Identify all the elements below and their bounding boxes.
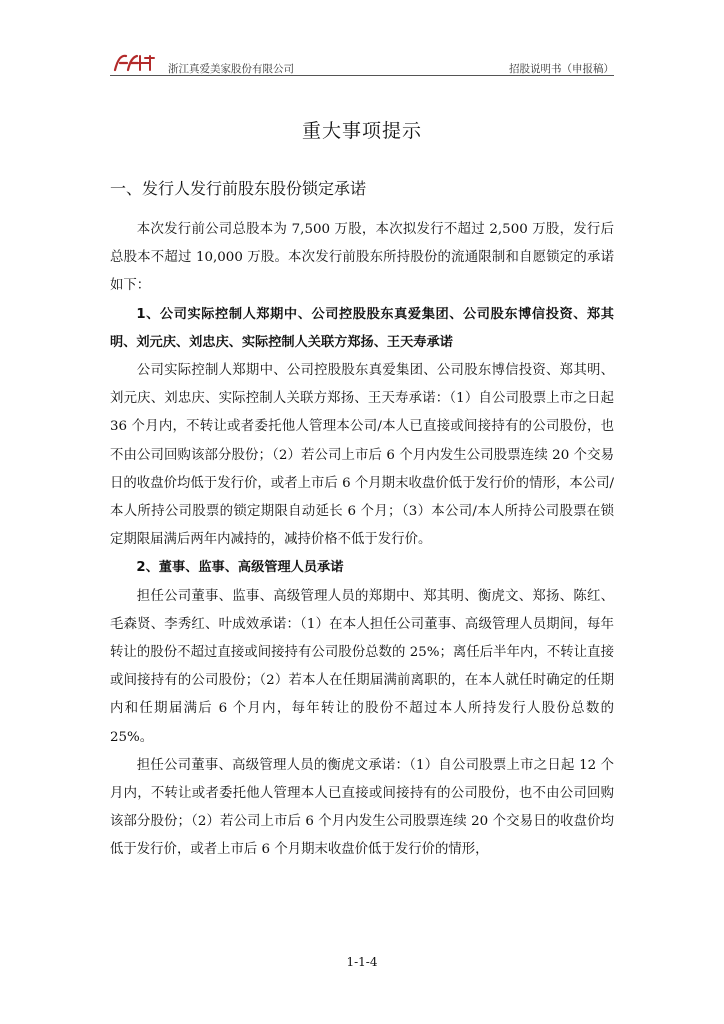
intro-paragraph: 本次发行前公司总股本为 7,500 万股，本次拟发行不超过 2,500 万股，发行后总股本不超过 10,000 万股。本次发行前股东所持股份的流通限制和自愿锁定的承诺如下： xyxy=(110,222,614,294)
directors-commitment-paragraph: 担任公司董事、监事、高级管理人员的郑期中、郑其明、衡虎文、郑扬、陈红、毛森贤、李秀红、叶成效承诺：（1）在本人担任公司董事、高级管理人员期间，每年转让的股份不超过直接或间接持有公司股份总数的 25%；离任后半年内，不转让直接或间接持有的公司股份；（2）若本人在任期届满前离职的，在本人就任时确定的任期内和任期届满后 6 个月内，每年转让的股份不超过本人所持发行人股份总数的 25%。 xyxy=(110,588,614,745)
header-rule xyxy=(110,75,614,76)
company-name: 浙江真爱美家股份有限公司 xyxy=(168,63,294,75)
section-title: 一、发行人发行前股东股份锁定承诺 xyxy=(110,179,367,198)
controller-commitment-paragraph: 公司实际控制人郑期中、公司控股股东真爱集团、公司股东博信投资、郑其明、刘元庆、刘忠庆、实际控制人关联方郑扬、王天寿承诺：（1）自公司股票上市之日起 36 个月内，不转让或者委托他人管理本公司/本人已直接或间接持有的公司股份，也不由公司回购该部分股份；（2）若公司上市后 6 个月内发生公司股票连续 20 个交易日的收盘价均低于发行价，或者上市后 6 个月期末收盘价低于发行价的情形，本公司/本人所持公司股票的锁定期限自动延长 6 个月；（3）本公司/本人所持公司股票在锁定期限届满后两年内减持的，减持价格不低于发行价。 xyxy=(110,363,614,548)
page-header xyxy=(110,52,614,76)
company-logo-icon xyxy=(112,52,156,74)
subheading-controller-commitment: 1、公司实际控制人郑期中、公司控股股东真爱集团、公司股东博信投资、郑其明、刘元庆、刘忠庆、实际控制人关联方郑扬、王天寿承诺 xyxy=(110,306,614,350)
page-number: 1-1-4 xyxy=(346,955,378,969)
document-body xyxy=(110,216,614,865)
hengwen-commitment-paragraph: 担任公司董事、高级管理人员的衡虎文承诺：（1）自公司股票上市之日起 12 个月内，不转让或者委托他人管理本人已直接或间接持有的公司股份，也不由公司回购该部分股份；（2）若公司上市后 6 个月内发生公司股票连续 20 个交易日的收盘价均低于发行价，或者上市后 6 个月期末收盘价低于发行价的情形， xyxy=(110,757,614,858)
subheading-directors-commitment: 2、董事、监事、高级管理人员承诺 xyxy=(136,560,344,576)
document-type: 招股说明书（申报稿） xyxy=(509,63,614,75)
page-title: 重大事项提示 xyxy=(301,120,422,142)
